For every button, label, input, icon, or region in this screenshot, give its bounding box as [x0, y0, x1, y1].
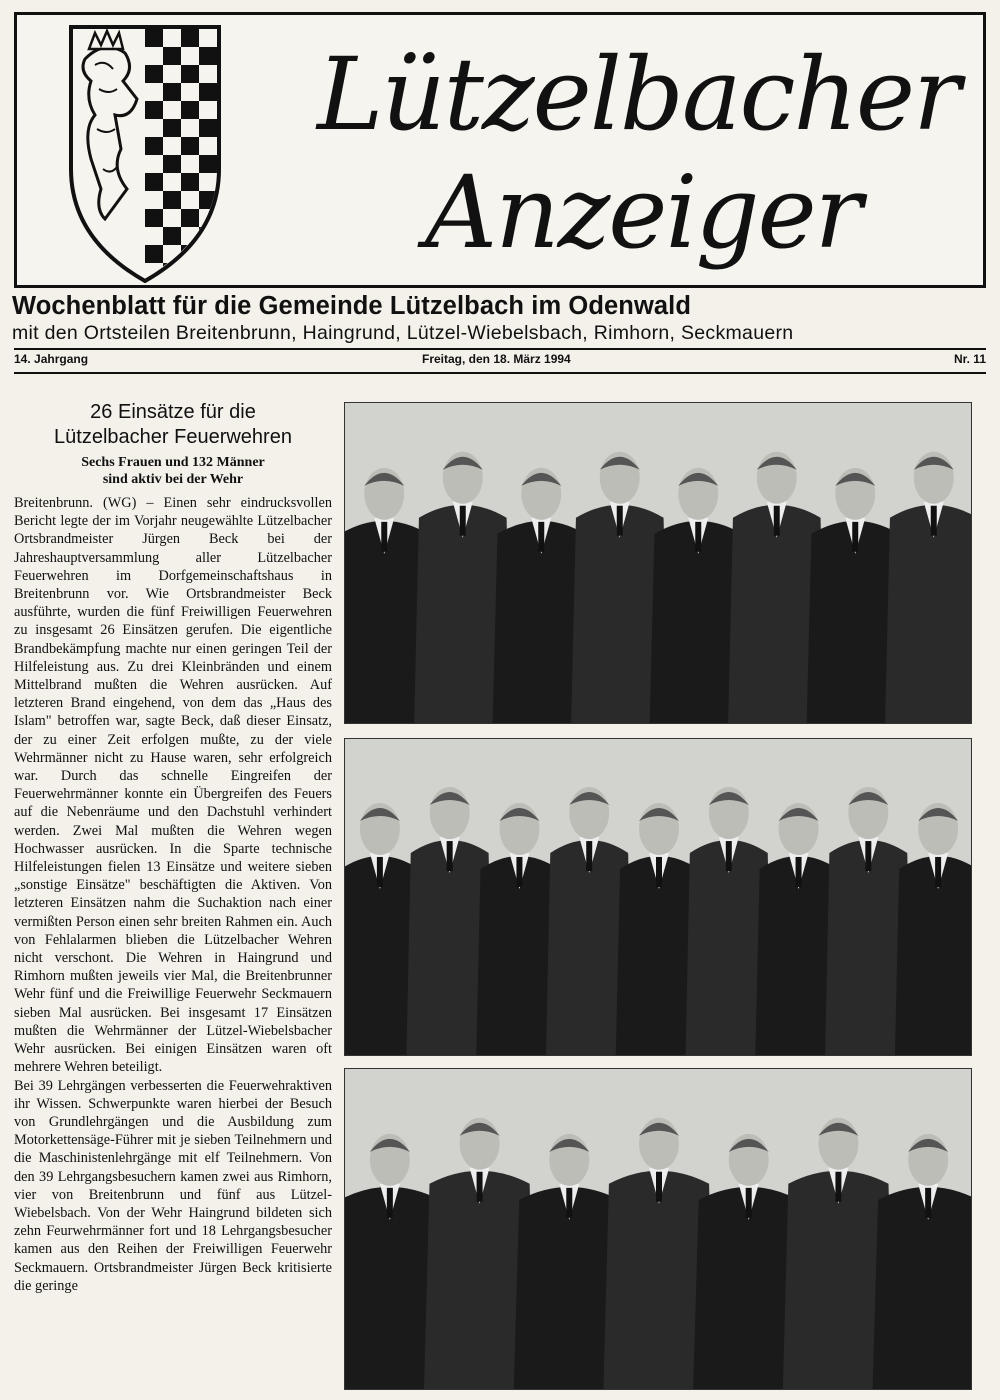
subhead-line2: sind aktiv bei der Wehr [102, 472, 244, 487]
group-photo-2 [344, 738, 972, 1056]
masthead-title-line2: Anzeiger [425, 154, 861, 271]
subhead-line1: Sechs Frauen und 132 Männer [81, 455, 265, 470]
group-photo-2-image [345, 739, 972, 1056]
article-body [14, 494, 332, 1295]
masthead [14, 12, 986, 288]
masthead-subtitle: Wochenblatt für die Gemeinde Lützelbach im Odenwald [12, 292, 692, 320]
article [14, 400, 332, 1295]
districts-line: mit den Ortsteilen Breitenbrunn, Haingrund, Lützel-Wiebelsbach, Rimhorn, Seckmauern [12, 322, 794, 344]
issue-number: Nr. 11 [953, 352, 986, 366]
header-rule-bottom [14, 372, 986, 374]
header-rule-top [14, 348, 986, 350]
issue-info-bar [14, 352, 986, 370]
headline-line1: 26 Einsätze für die [90, 401, 256, 423]
masthead-title-line1: Lützelbacher [317, 36, 959, 153]
article-paragraph-1: Breitenbrunn. (WG) – Einen sehr eindrucksvollen Bericht legte der im Vorjahr neugewählte Lützelbacher Ortsbrandmeister Jürgen Beck bei der Jahreshauptversammlung aller Lützelbacher Feuerwehren im Dorfgemeinschaftshaus in Breitenbrunn vor. Wie Ortsbrandmeister Beck ausführte, wurden die fünf Freiwilligen Feuerwehren zu insgesamt 26 Einsätzen gerufen. Die eigentliche Brandbekämpfung machte nur einen geringen Teil der Hilfeleistung aus. Zu drei Kleinbränden und einem Mittelbrand mußten die Wehren ausrücken. Auf letzteren Brand eingehend, von dem das „Haus des Islam" betroffen war, sagte Beck, daß dieser Einsatz, der zu einer Zeit erfolgen mußte, zu der viele Wehrmänner nicht zu Hause waren, sehr erfolgreich war. Durch das schnelle Eingreifen der Feuerwehrmänner konnte ein Übergreifen des Feuers auf die Nebenräume und den Dachstuhl verhindert werden. Zwei Mal mußten die Wehren wegen Hochwasser ausrücken. In die Sparte technische Hilfeleistungen fielen 13 Einsätze und weitere sieben „sonstige Einsätze" beschäftigten die Aktiven. Von letzteren Einsätzen nahm die Suchaktion nach einer vermißten Person einen sehr breiten Rahmen ein. Auch von Fehlalarmen blieben die Lützelbacher Wehren nicht verschont. Die Wehren in Haingrund und Rimhorn mußten jeweils vier Mal, die Breitenbrunner Wehr fünf und die Freiwillige Feuerwehr Seckmauern sieben Mal ausrücken. Bei insgesamt 17 Einsätzen mußten die Wehrmänner der Lützel-Wiebelsbacher Wehr ausrücken. Bei einigen Einsätzen waren oft mehrere Wehren beteiligt. [14, 495, 332, 1076]
group-photo-3-image [345, 1069, 972, 1390]
group-photo-1 [344, 402, 972, 724]
issue-date: Freitag, den 18. März 1994 [422, 352, 571, 366]
issue-volume: 14. Jahrgang [14, 352, 89, 366]
group-photo-1-image [345, 403, 972, 724]
group-photo-3 [344, 1068, 972, 1390]
article-paragraph-2: Bei 39 Lehrgängen verbesserten die Feuerwehraktiven ihr Wissen. Schwerpunkte waren hierbei der Besuch von Grundlehrgängen und die Ausbildung zum Motorkettensäge-Führer mit je sieben Teilnehmern und die Maschinistenlehrgänge mit elf Teilnehmern. Von den 39 Lehrgangsbesuchern kamen zwei aus Rimhorn, vier von Breitenbrunn und fünf aus Lützel-Wiebelsbach. Von der Wehr Haingrund bildeten sich zehn Feurwehrmänner fort und 18 Lehrgangsbesucher kamen aus den Reihen der Freiwilligen Feuerwehr Seckmauern. Ortsbrandmeister Jürgen Beck kritisierte die geringe [14, 1077, 332, 1294]
article-subhead [14, 454, 332, 488]
headline-line2: Lützelbacher Feuerwehren [54, 426, 292, 448]
coat-of-arms-icon [65, 19, 225, 285]
article-headline [14, 400, 332, 450]
